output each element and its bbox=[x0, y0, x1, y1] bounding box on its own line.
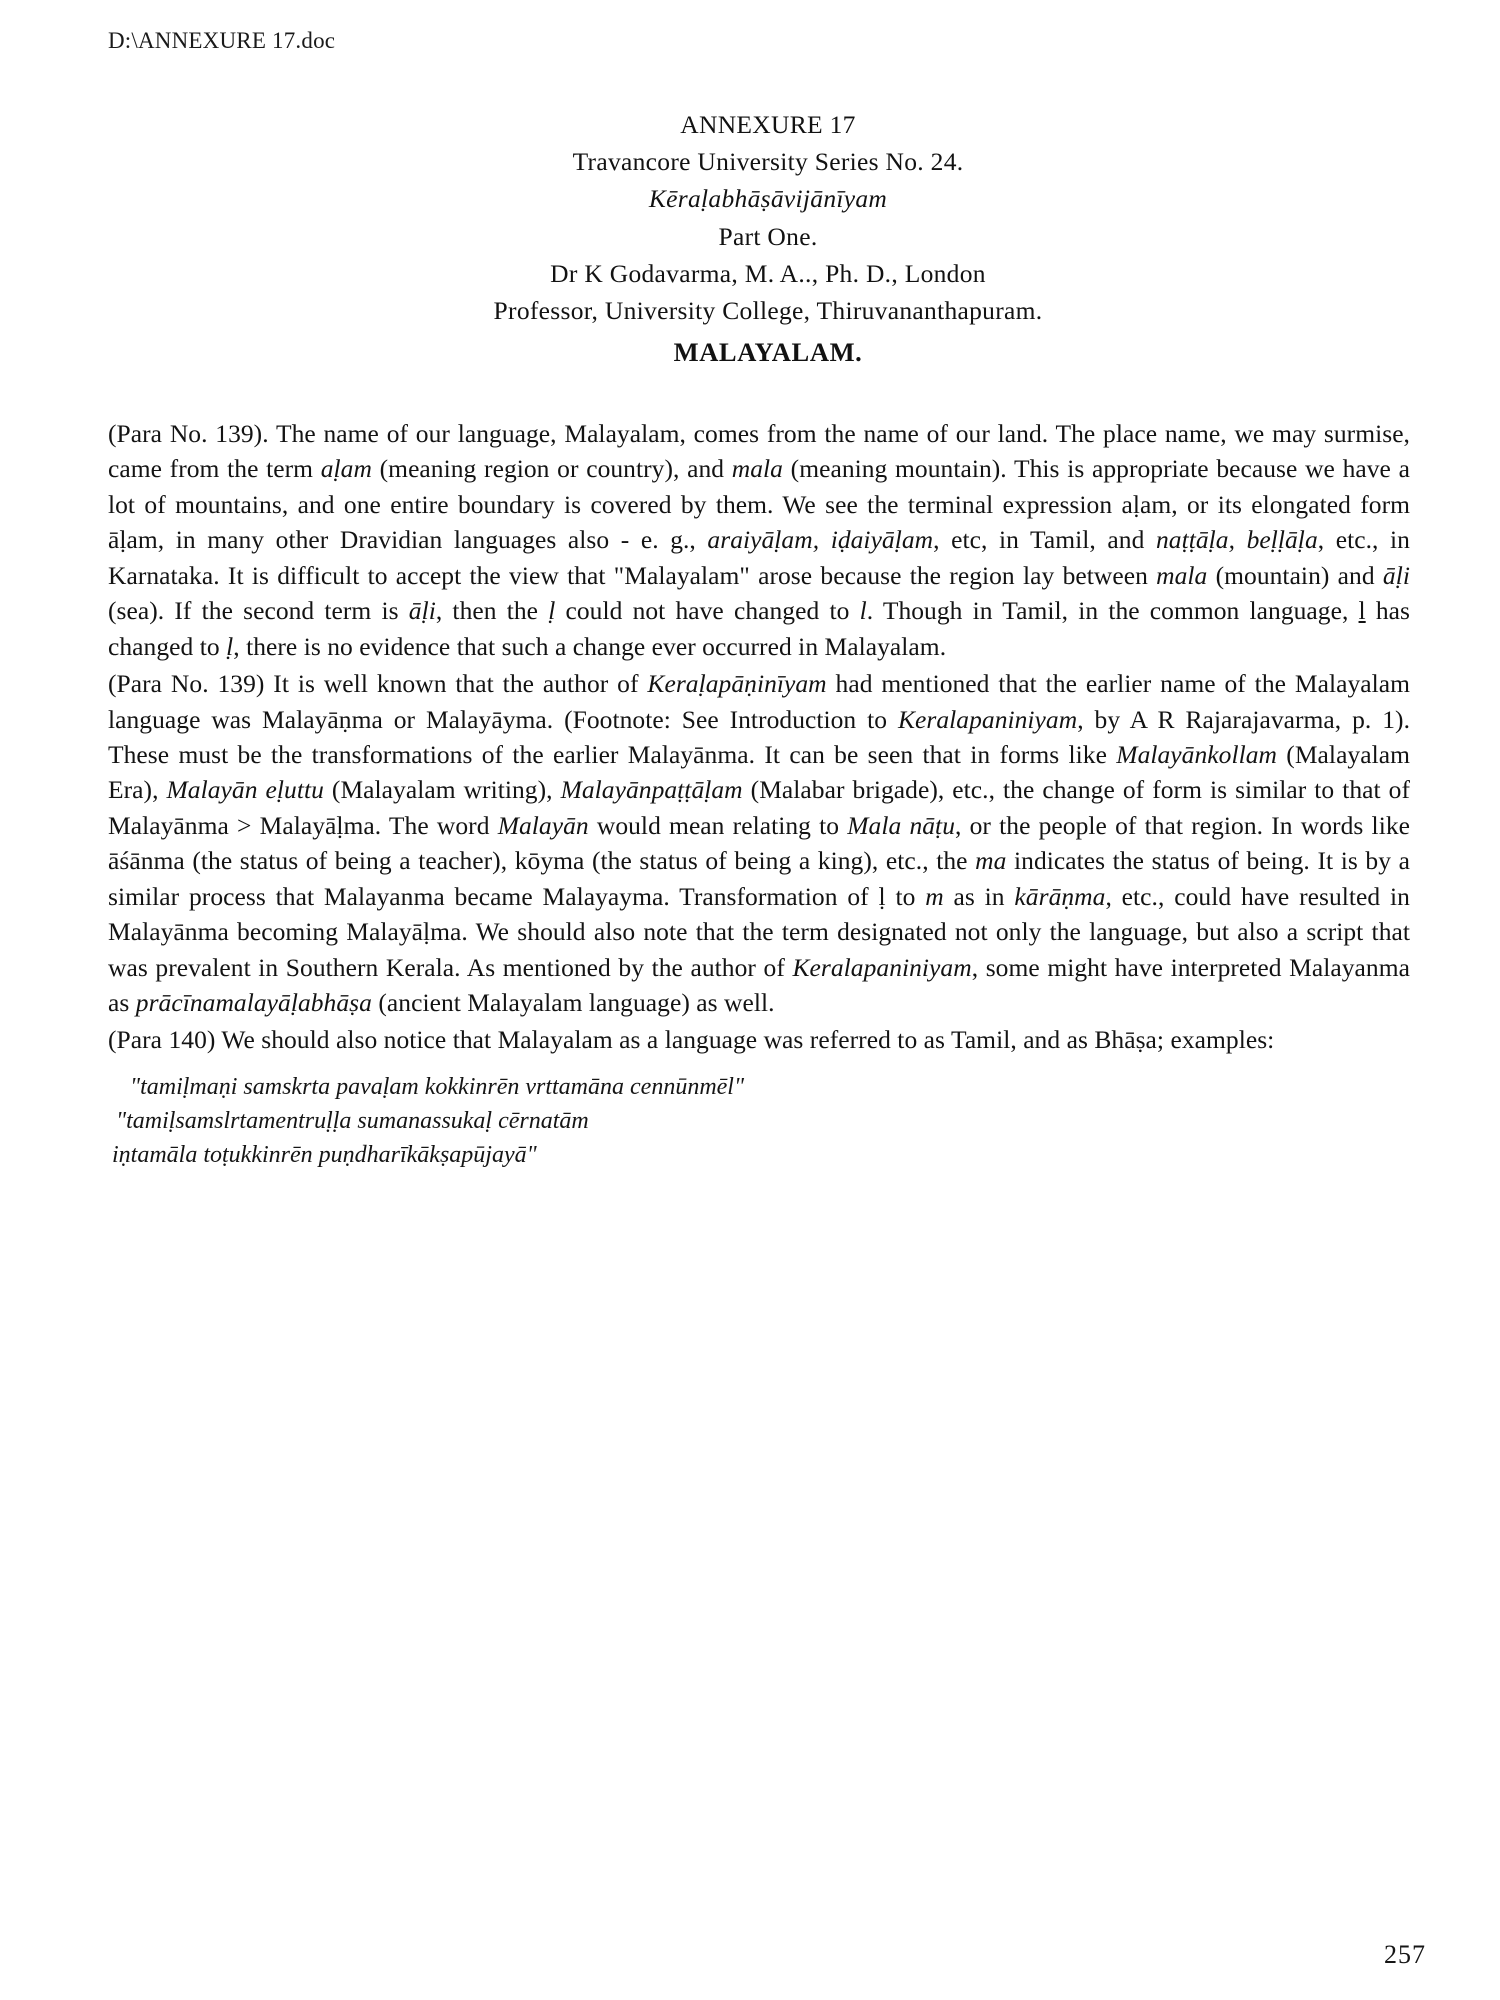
page-number: 257 bbox=[1384, 1940, 1426, 1969]
quote-line-1: "tamiḷmaṇi samskrta pavaḷam kokkinrēn vrttamāna cennūnmēl" bbox=[130, 1073, 745, 1100]
quote-line-3: iṇtamāla toṭukkinrēn puṇdharīkākṣapūjayā" bbox=[112, 1142, 537, 1169]
title-line-author: Dr K Godavarma, M. A.., Ph. D., London bbox=[550, 258, 986, 288]
body-text bbox=[108, 416, 1428, 1172]
title-line-series: Travancore University Series No. 24. bbox=[572, 147, 964, 177]
quote-line-2: "tamiḷsamslrtamentruḷḷa sumanassukaḷ cērnatām bbox=[116, 1107, 589, 1134]
paragraph-139b: (Para No. 139) It is well known that the author of Keraḷapāṇinīyam had mentioned that the earlier name of the Malayalam language was Malayāṇma or Malayāyma. (Footnote: See Introduction to Keralapaniniyam, by A R Rajarajavarma, p. 1). These must be the transformations of the earlier Malayānma. It can be seen that in forms like Malayānkollam (Malayalam Era), Malayān eḷuttu (Malayalam writing), Malayānpaṭṭāḷam (Malabar brigade), etc., the change of form is similar to that of Malayānma > Malayāḷma. The word Malayān would mean relating to Mala nāṭu, or the people of that region. In words like āśānma (the status of being a teacher), kōyma (the status of being a king), etc., the ma indicates the status of being. It is by a similar process that Malayanma became Malayayma. Transformation of ḷ to m as in kārāṇma, etc., could have resulted in Malayānma becoming Malayāḷma. We should also note that the term designated not only the language, but also a script that was prevalent in Southern Kerala. As mentioned by the author of Keralapaniniyam, some might have interpreted Malayanma as prācīnamalayāḷabhāṣa (ancient Malayalam language) as well. bbox=[108, 669, 1411, 1017]
title-line-work-title: Kēraḷabhāṣāvijānīyam bbox=[648, 184, 888, 214]
title-line-subject: MALAYALAM. bbox=[673, 337, 863, 368]
title-block bbox=[200, 106, 1335, 372]
title-line-annexure: ANNEXURE 17 bbox=[680, 110, 856, 139]
document-file-path: D:\ANNEXURE 17.doc bbox=[108, 28, 336, 53]
paragraph-140: (Para 140) We should also notice that Malayalam as a language was referred to as Tamil, and as Bhāṣa; examples: bbox=[108, 1025, 1275, 1055]
title-line-affiliation: Professor, University College, Thiruvananthapuram. bbox=[493, 296, 1043, 326]
title-line-part: Part One. bbox=[718, 221, 818, 251]
paragraph-139a: (Para No. 139). The name of our language, Malayalam, comes from the name of our land. The place name, we may surmise, came from the term aḷam (meaning region or country), and mala (meaning mountain). This is appropriate because we have a lot of mountains, and one entire boundary is covered by them. We see the terminal expression aḷam, or its elongated form āḷam, in many other Dravidian languages also - e. g., araiyāḷam, iḍaiyāḷam, etc, in Tamil, and naṭṭāḷa, beḷḷāḷa, etc., in Karnataka. It is difficult to accept the view that "Malayalam" arose because the region lay between mala (mountain) and āḷi (sea). If the second term is āḷi, then the ḷ could not have changed to l. Though in Tamil, in the common language, l has changed to ḷ, there is no evidence that such a change ever occurred in Malayalam. bbox=[108, 419, 1410, 661]
